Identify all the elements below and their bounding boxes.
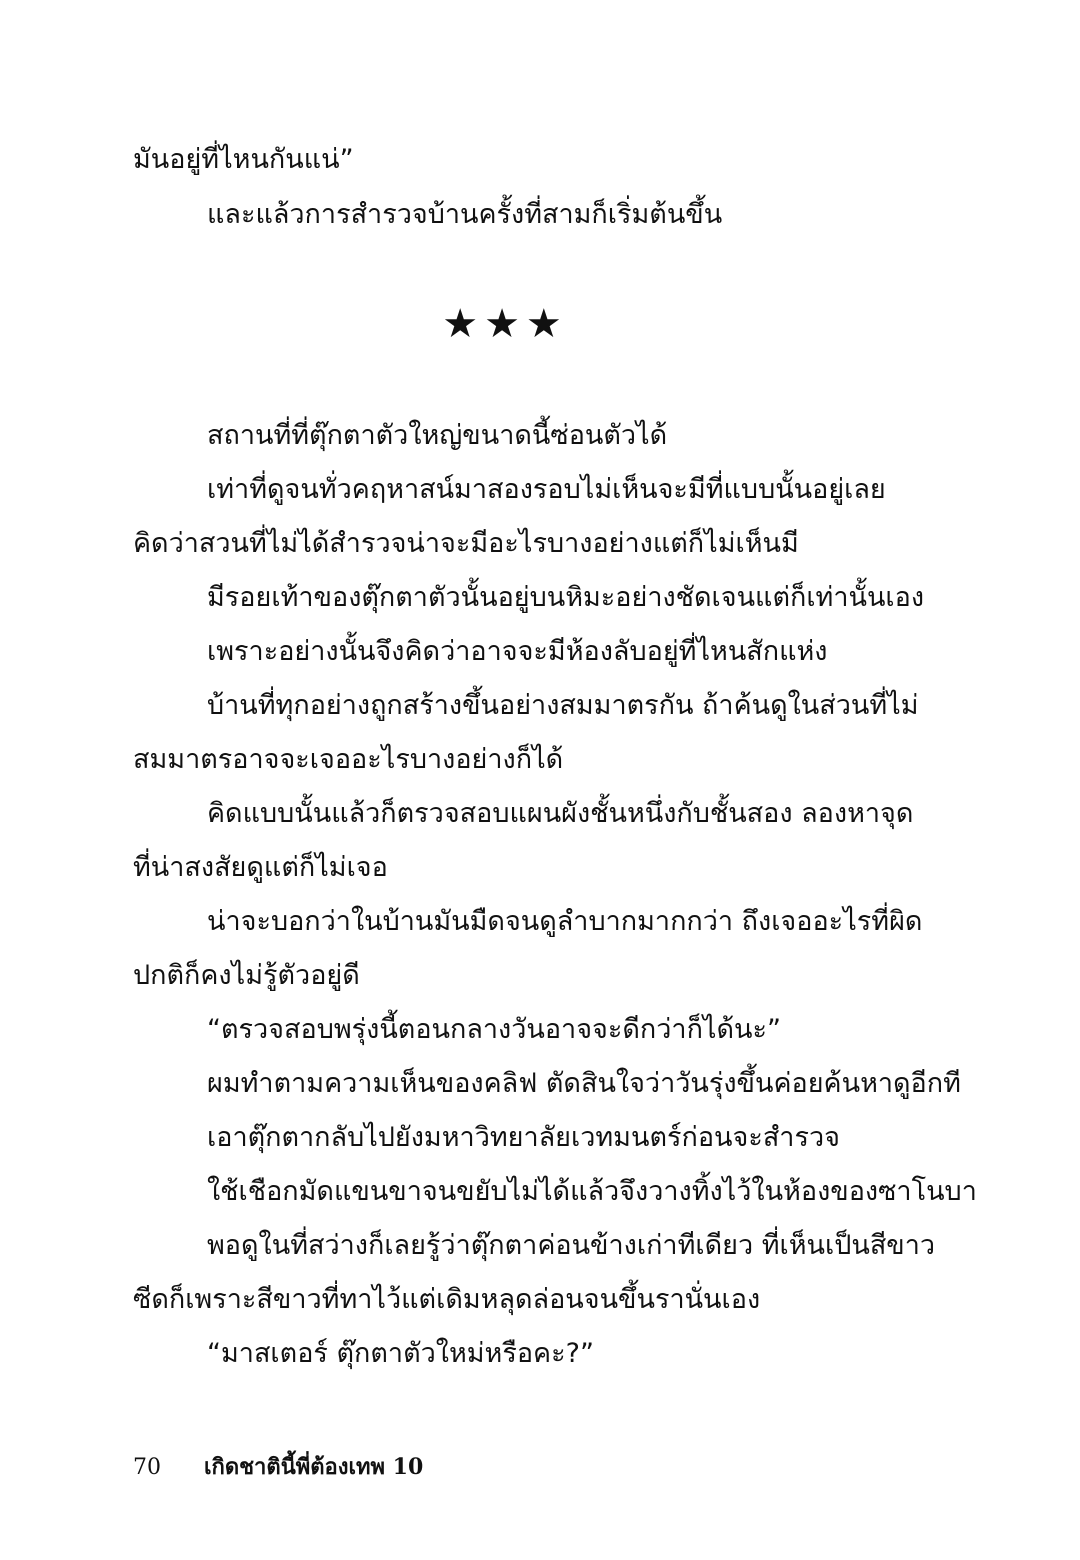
text-line: สมมาตรอาจจะเจออะไรบางอย่างก็ได้ — [133, 744, 564, 775]
text-line: พอดูในที่สว่างก็เลยรู้ว่าตุ๊กตาค่อนข้างเก่าทีเดียว ที่เห็นเป็นสีขาว — [207, 1230, 936, 1261]
text-line: ที่น่าสงสัยดูแต่ก็ไม่เจอ — [133, 852, 388, 883]
text-line: สถานที่ที่ตุ๊กตาตัวใหญ่ขนาดนี้ซ่อนตัวได้ — [207, 420, 668, 451]
text-line: มันอยู่ที่ไหนกันแน่” — [133, 144, 354, 175]
text-line: ปกติก็คงไม่รู้ตัวอยู่ดี — [133, 960, 360, 991]
text-line: ใช้เชือกมัดแขนขาจนขยับไม่ได้แล้วจึงวางทิ้งไว้ในห้องของซาโนบา — [207, 1176, 977, 1207]
scene-separator: ★★★ — [442, 301, 568, 347]
text-line: เท่าที่ดูจนทั่วคฤหาสน์มาสองรอบไม่เห็นจะมีที่แบบนั้นอยู่เลย — [207, 474, 886, 505]
text-line: คิดแบบนั้นแล้วก็ตรวจสอบแผนผังชั้นหนึ่งกับชั้นสอง ลองหาจุด — [207, 798, 914, 829]
text-line: มีรอยเท้าของตุ๊กตาตัวนั้นอยู่บนหิมะอย่างชัดเจนแต่ก็เท่านั้นเอง — [207, 582, 925, 613]
text-line: น่าจะบอกว่าในบ้านมันมืดจนดูลำบากมากกว่า ถึงเจออะไรที่ผิด — [207, 906, 923, 937]
text-line: คิดว่าสวนที่ไม่ได้สำรวจน่าจะมีอะไรบางอย่างแต่ก็ไม่เห็นมี — [133, 528, 799, 559]
page-footer — [133, 1452, 423, 1483]
text-line: ซีดก็เพราะสีขาวที่ทาไว้แต่เดิมหลุดล่อนจนขึ้นรานั่นเอง — [133, 1284, 761, 1315]
page-number: 70 — [133, 1455, 161, 1480]
text-line: “มาสเตอร์ ตุ๊กตาตัวใหม่หรือคะ?” — [207, 1338, 594, 1369]
text-line: เอาตุ๊กตากลับไปยังมหาวิทยาลัยเวทมนตร์ก่อนจะสำรวจ — [207, 1122, 840, 1153]
text-line: บ้านที่ทุกอย่างถูกสร้างขึ้นอย่างสมมาตรกัน ถ้าค้นดูในส่วนที่ไม่ — [207, 690, 919, 721]
text-line: ผมทำตามความเห็นของคลิฟ ตัดสินใจว่าวันรุ่งขึ้นค่อยค้นหาดูอีกที — [207, 1068, 961, 1099]
book-title: เกิดชาตินี้พี่ต้องเทพ 10 — [204, 1454, 424, 1480]
text-line: “ตรวจสอบพรุ่งนี้ตอนกลางวันอาจจะดีกว่าก็ได้นะ” — [207, 1014, 781, 1045]
text-line: และแล้วการสำรวจบ้านครั้งที่สามก็เริ่มต้นขึ้น — [207, 199, 723, 230]
text-line: เพราะอย่างนั้นจึงคิดว่าอาจจะมีห้องลับอยู่ที่ไหนสักแห่ง — [207, 636, 828, 667]
